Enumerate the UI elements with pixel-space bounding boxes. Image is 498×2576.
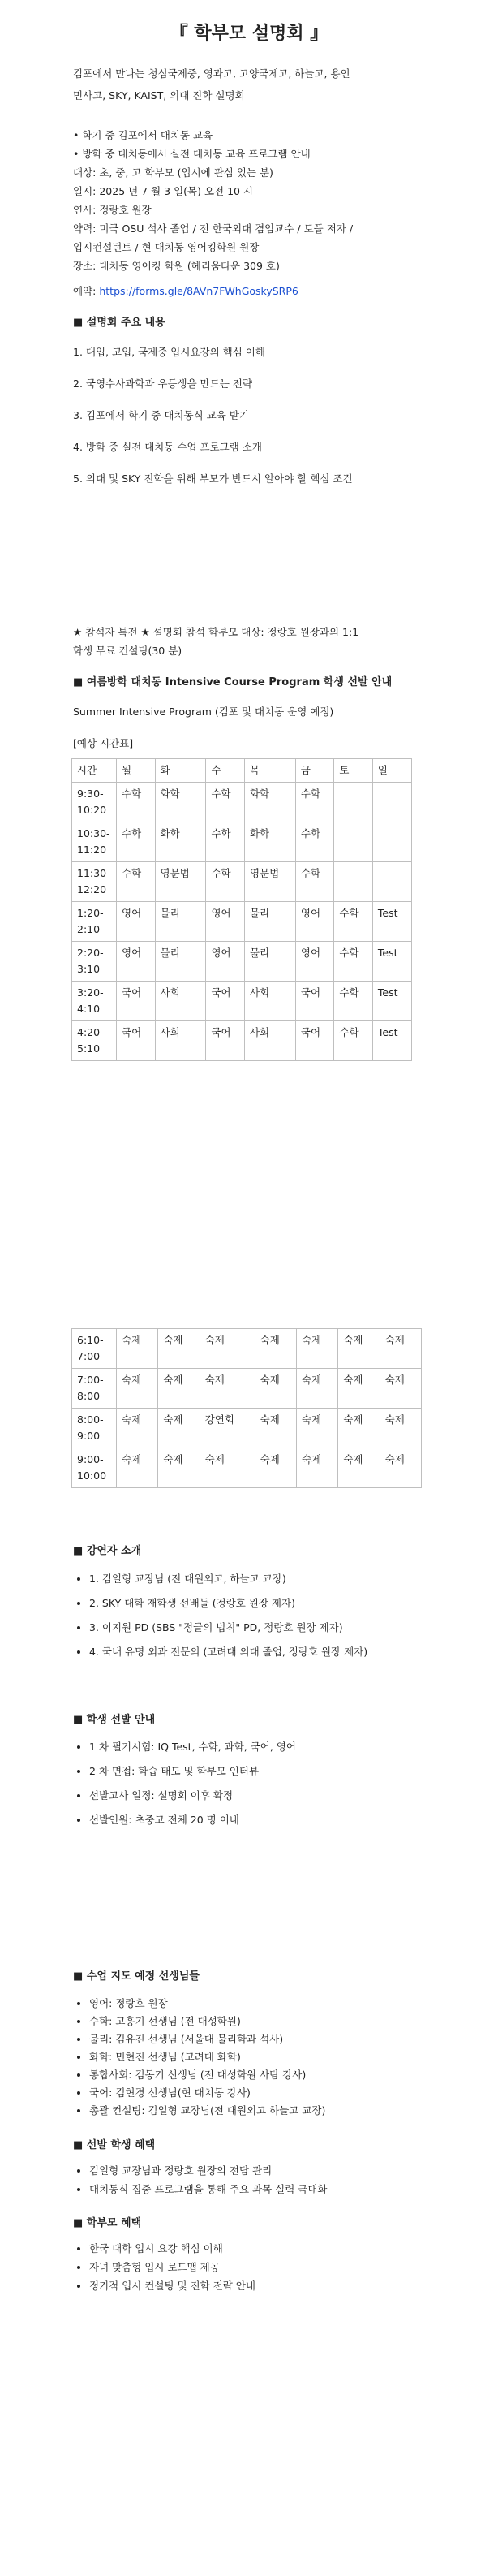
table-cell: 영문법	[155, 862, 206, 902]
time-cell: 9:00-10:00	[72, 1448, 117, 1488]
table-cell: 숙제	[297, 1369, 338, 1409]
table-cell: 숙제	[255, 1369, 296, 1409]
summer-heading: ■ 여름방학 대치동 Intensive Course Program 학생 선발 안내	[73, 676, 393, 688]
info-target: 대상: 초, 중, 고 학부모 (입시에 관심 있는 분)	[73, 166, 273, 179]
time-cell: 1:20-2:10	[72, 902, 117, 942]
table-cell: 화학	[244, 783, 295, 822]
table-cell: 숙제	[200, 1448, 255, 1488]
table-cell: 숙제	[117, 1448, 158, 1488]
list-item: • 통합사회: 김동기 선생님 (전 대성학원 사탐 강사)	[89, 2068, 446, 2082]
table-cell: 국어	[295, 982, 334, 1021]
table-cell: 사회	[155, 1021, 206, 1061]
table-cell: 숙제	[158, 1369, 200, 1409]
table-cell: 숙제	[297, 1409, 338, 1448]
parents-heading: ■ 학부모 혜택	[73, 2217, 142, 2229]
header-cell: 시간	[72, 759, 117, 783]
list-item: • 영어: 정랑호 원장	[89, 1996, 446, 2010]
table-row	[72, 902, 412, 942]
table-cell: 국어	[206, 1021, 245, 1061]
table-row	[72, 1329, 422, 1369]
list-item: • 2 차 면접: 학습 태도 및 학부모 인터뷰	[89, 1764, 446, 1778]
table-cell: 숙제	[380, 1448, 421, 1488]
table-cell: 수학	[334, 902, 373, 942]
table-row	[72, 1448, 422, 1488]
reserve-label: 예약:	[73, 285, 100, 297]
table-cell: 수학	[295, 822, 334, 862]
header-cell: 수	[206, 759, 245, 783]
time-cell: 7:00-8:00	[72, 1369, 117, 1409]
table-cell: 숙제	[200, 1369, 255, 1409]
teachers-list	[75, 1996, 446, 2121]
table-cell: 물리	[244, 902, 295, 942]
teachers-heading: ■ 수업 지도 예정 선생님들	[73, 1970, 200, 1983]
list-item: • 1. 김일형 교장님 (전 대원외고, 하늘고 교장)	[89, 1572, 446, 1586]
table-cell: 영어	[295, 942, 334, 982]
table-cell: 수학	[206, 783, 245, 822]
evening-table	[71, 1328, 422, 1488]
info-bullet-1: • 학기 중 김포에서 대치동 교육	[73, 129, 213, 141]
table-cell	[372, 822, 411, 862]
time-cell: 6:10-7:00	[72, 1329, 117, 1369]
time-cell: 3:20-4:10	[72, 982, 117, 1021]
selection-heading: ■ 학생 선발 안내	[73, 1714, 156, 1726]
table-cell: 물리	[155, 942, 206, 982]
header-cell: 월	[117, 759, 156, 783]
table-cell: 영문법	[244, 862, 295, 902]
table-cell: 영어	[117, 902, 156, 942]
table-cell: 국어	[295, 1021, 334, 1061]
table-cell: 숙제	[297, 1448, 338, 1488]
table-cell: 숙제	[158, 1329, 200, 1369]
timetable	[71, 758, 412, 1061]
table-row	[72, 1369, 422, 1409]
table-cell: 숙제	[255, 1448, 296, 1488]
main-item-4: 4. 방학 중 실전 대치동 수업 프로그램 소개	[73, 441, 262, 453]
table-cell: 영어	[206, 902, 245, 942]
table-cell: 수학	[295, 862, 334, 902]
header-cell: 금	[295, 759, 334, 783]
table-cell: 숙제	[380, 1329, 421, 1369]
lecturers-heading: ■ 강연자 소개	[73, 1545, 142, 1557]
main-item-3: 3. 김포에서 학기 중 대치동식 교육 받기	[73, 409, 249, 421]
info-bullet-2: • 방학 중 대치동에서 실전 대치동 교육 프로그램 안내	[73, 148, 311, 160]
benefits-list	[75, 2164, 446, 2201]
table-row	[72, 1021, 412, 1061]
list-item: • 김일형 교장님과 정랑호 원장의 전담 관리	[89, 2164, 446, 2177]
table-cell: 영어	[117, 942, 156, 982]
main-item-2: 2. 국영수사과학과 우등생을 만드는 전략	[73, 378, 253, 390]
list-item: • 3. 이지원 PD (SBS "정글의 법칙" PD, 정랑호 원장 제자)	[89, 1620, 446, 1634]
main-item-1: 1. 대입, 고입, 국제중 입시요강의 핵심 이해	[73, 346, 265, 358]
table-cell: 수학	[334, 1021, 373, 1061]
table-cell: 숙제	[200, 1329, 255, 1369]
table-cell: 숙제	[255, 1409, 296, 1448]
table-cell: 영어	[206, 942, 245, 982]
table-cell	[372, 783, 411, 822]
table-cell: Test	[372, 982, 411, 1021]
list-item: • 화학: 민현진 선생님 (고려대 화학)	[89, 2050, 446, 2064]
table-cell: 화학	[155, 783, 206, 822]
table-cell: 화학	[244, 822, 295, 862]
table-cell: 국어	[206, 982, 245, 1021]
table-cell: 영어	[295, 902, 334, 942]
page-title: 『 학부모 설명회 』	[170, 24, 328, 44]
table-cell: 수학	[206, 862, 245, 902]
benefits-heading: ■ 선발 학생 혜택	[73, 2139, 156, 2151]
table-cell: 사회	[244, 1021, 295, 1061]
list-item: • 총괄 컨설팅: 김일형 교장님(전 대원외고 하늘고 교장)	[89, 2104, 446, 2117]
list-item: • 1 차 필기시험: IQ Test, 수학, 과학, 국어, 영어	[89, 1740, 446, 1754]
time-cell: 2:20-3:10	[72, 942, 117, 982]
table-cell: 수학	[117, 783, 156, 822]
table-cell	[334, 783, 373, 822]
table-cell: Test	[372, 902, 411, 942]
intro-line-2: 민사고, SKY, KAIST, 의대 진학 설명회	[73, 89, 245, 101]
table-cell: 숙제	[255, 1329, 296, 1369]
info-bio-2: 입시컨설턴트 / 현 대치동 영어킹학원 원장	[73, 241, 260, 253]
info-place: 장소: 대치동 영어킹 학원 (헤리움타운 309 호)	[73, 260, 280, 272]
table-cell: 숙제	[338, 1369, 380, 1409]
list-item: • 4. 국내 유명 외과 전문의 (고려대 의대 졸업, 정랑호 원장 제자)	[89, 1645, 446, 1659]
table-cell: 국어	[117, 1021, 156, 1061]
table-row	[72, 1409, 422, 1448]
special-line-2: 학생 무료 컨설팅(30 분)	[73, 645, 182, 657]
time-cell: 4:20-5:10	[72, 1021, 117, 1061]
table-cell	[334, 862, 373, 902]
table-cell: 숙제	[380, 1369, 421, 1409]
table-cell	[334, 822, 373, 862]
table-row	[72, 982, 412, 1021]
table-row	[72, 862, 412, 902]
table-cell: 수학	[334, 982, 373, 1021]
info-date: 일시: 2025 년 7 월 3 일(목) 오전 10 시	[73, 185, 254, 197]
list-item: • 선발인원: 초중고 전체 20 명 이내	[89, 1813, 446, 1827]
list-item: • 수학: 고흥기 선생님 (전 대성학원)	[89, 2014, 446, 2028]
parents-list	[75, 2242, 446, 2298]
timetable-header-row	[72, 759, 412, 783]
table-cell: 숙제	[380, 1409, 421, 1448]
table-cell: Test	[372, 942, 411, 982]
table-cell: 국어	[117, 982, 156, 1021]
table-row	[72, 822, 412, 862]
table-cell	[372, 862, 411, 902]
table-cell: 숙제	[338, 1448, 380, 1488]
table-cell: 수학	[334, 942, 373, 982]
info-speaker: 연사: 정랑호 원장	[73, 204, 152, 216]
table-cell: 숙제	[297, 1329, 338, 1369]
summer-subtitle: Summer Intensive Program (김포 및 대치동 운영 예정)	[73, 705, 334, 718]
reserve-link[interactable]: https://forms.gle/8AVn7FWhGoskySRP6	[99, 285, 298, 297]
section-main-heading: ■ 설명회 주요 내용	[73, 317, 165, 329]
list-item: • 자녀 맞춤형 입시 로드맵 제공	[89, 2260, 446, 2274]
special-line-1: ★ 참석자 특전 ★ 설명회 참석 학부모 대상: 정랑호 원장과의 1:1	[73, 626, 359, 638]
reserve-line	[73, 284, 298, 299]
table-cell: 수학	[295, 783, 334, 822]
time-cell: 8:00-9:00	[72, 1409, 117, 1448]
table-row	[72, 942, 412, 982]
list-item: • 2. SKY 대학 재학생 선배들 (정랑호 원장 제자)	[89, 1596, 446, 1610]
time-cell: 9:30-10:20	[72, 783, 117, 822]
header-cell: 화	[155, 759, 206, 783]
table-cell: 수학	[206, 822, 245, 862]
table-cell: 숙제	[117, 1369, 158, 1409]
info-bio-1: 약력: 미국 OSU 석사 졸업 / 전 한국외대 겸임교수 / 토플 저자 /	[73, 222, 354, 235]
table-cell: 화학	[155, 822, 206, 862]
table-cell: 수학	[117, 862, 156, 902]
table-cell: 물리	[244, 942, 295, 982]
table-cell: 사회	[244, 982, 295, 1021]
table-cell: 숙제	[338, 1329, 380, 1369]
table-cell: Test	[372, 1021, 411, 1061]
time-cell: 10:30-11:20	[72, 822, 117, 862]
lecturers-list	[75, 1572, 446, 1669]
main-item-5: 5. 의대 및 SKY 진학을 위해 부모가 반드시 알아야 할 핵심 조건	[73, 472, 353, 485]
table-cell: 숙제	[338, 1409, 380, 1448]
selection-list	[75, 1740, 446, 1837]
table-cell: 숙제	[117, 1329, 158, 1369]
list-item: • 선발고사 일정: 설명회 이후 확정	[89, 1789, 446, 1802]
header-cell: 일	[372, 759, 411, 783]
table-cell: 숙제	[117, 1409, 158, 1448]
list-item: • 한국 대학 입시 요강 핵심 이해	[89, 2242, 446, 2255]
header-cell: 목	[244, 759, 295, 783]
list-item: • 대치동식 집중 프로그램을 통해 주요 과목 실력 극대화	[89, 2182, 446, 2196]
header-cell: 토	[334, 759, 373, 783]
schedule-label: [예상 시간표]	[73, 737, 134, 749]
table-row	[72, 783, 412, 822]
list-item: • 국어: 김현경 선생님(현 대치동 강사)	[89, 2086, 446, 2099]
table-cell: 강연회	[200, 1409, 255, 1448]
list-item: • 정기적 입시 컨설팅 및 진학 전략 안내	[89, 2279, 446, 2293]
table-cell: 사회	[155, 982, 206, 1021]
intro-line-1: 김포에서 만나는 청심국제중, 영과고, 고양국제고, 하늘고, 용인	[73, 67, 350, 80]
time-cell: 11:30-12:20	[72, 862, 117, 902]
list-item: • 물리: 김유진 선생님 (서울대 물리학과 석사)	[89, 2032, 446, 2046]
table-cell: 수학	[117, 822, 156, 862]
table-cell: 숙제	[158, 1448, 200, 1488]
table-cell: 물리	[155, 902, 206, 942]
table-cell: 숙제	[158, 1409, 200, 1448]
